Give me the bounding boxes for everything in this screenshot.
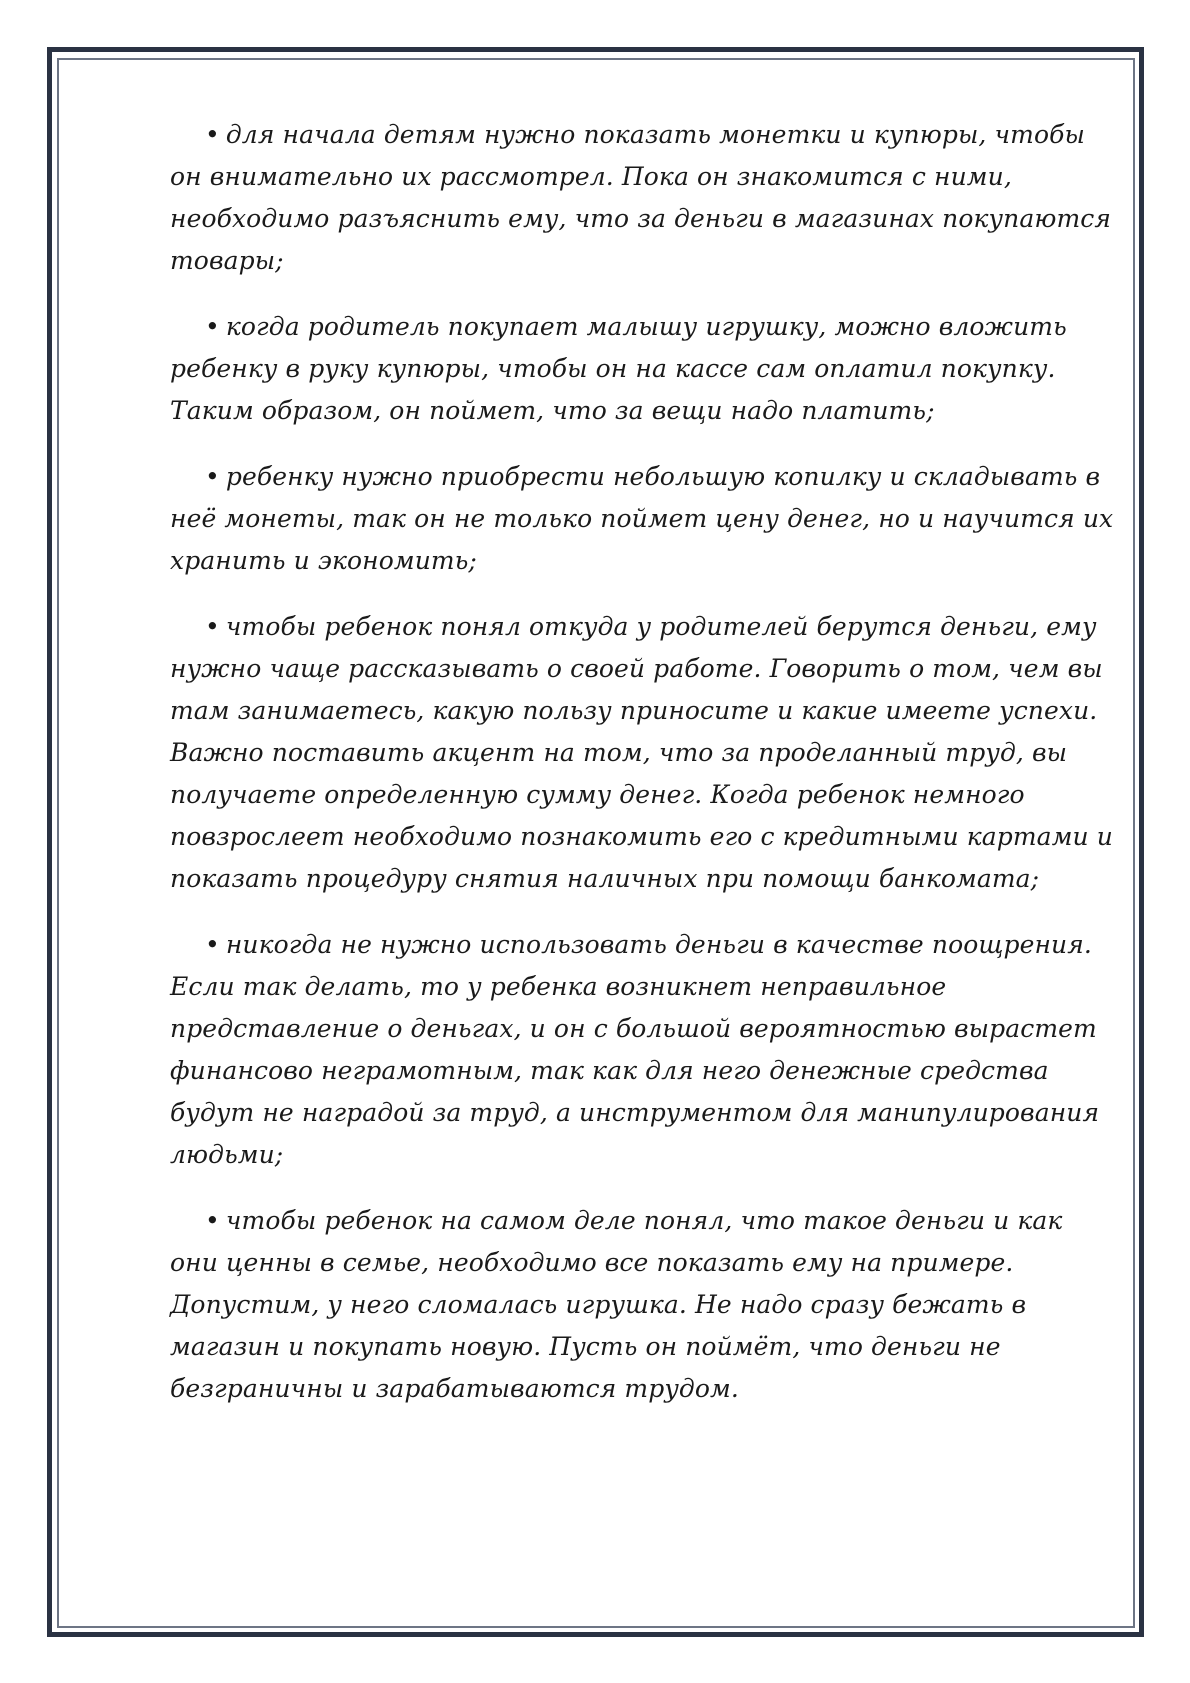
bullet-icon: • [205, 312, 220, 341]
list-item [170, 306, 1115, 432]
list-item-text: никогда не нужно использовать деньги в качестве поощрения. Если так делать, то у ребенка возникнет неправильное представление о деньгах, и он с большой вероятностью вырастет финансово неграмотным, так как для него денежные средства будут не наградой за труд, а инструментом для манипулирования людьми; [170, 930, 1100, 1169]
list-item [170, 1200, 1115, 1410]
list-item [170, 456, 1115, 582]
bullet-icon: • [205, 930, 220, 959]
document-body [170, 114, 1115, 1434]
bullet-icon: • [205, 462, 220, 491]
list-item-text: ребенку нужно приобрести небольшую копилку и складывать в неё монеты, так он не только поймет цену денег, но и научится их хранить и экономить; [170, 462, 1114, 575]
list-item [170, 606, 1115, 900]
bullet-icon: • [205, 1206, 220, 1235]
list-item-text: чтобы ребенок на самом деле понял, что такое деньги и как они ценны в семье, необходимо все показать ему на примере. Допустим, у него сломалась игрушка. Не надо сразу бежать в магазин и покупать новую. Пусть он поймёт, что деньги не безграничны и зарабатываются трудом. [170, 1206, 1063, 1403]
bullet-icon: • [205, 120, 220, 149]
list-item-text: когда родитель покупает малышу игрушку, можно вложить ребенку в руку купюры, чтобы он на кассе сам оплатил покупку. Таким образом, он поймет, что за вещи надо платить; [170, 312, 1067, 425]
bullet-icon: • [205, 612, 220, 641]
list-item [170, 114, 1115, 282]
list-item [170, 924, 1115, 1176]
list-item-text: для начала детям нужно показать монетки и купюры, чтобы он внимательно их рассмотрел. Пока он знакомится с ними, необходимо разъяснить ему, что за деньги в магазинах покупаются товары; [170, 120, 1112, 275]
list-item-text: чтобы ребенок понял откуда у родителей берутся деньги, ему нужно чаще рассказывать о своей работе. Говорить о том, чем вы там занимаетесь, какую пользу приносите и какие имеете успехи. Важно поставить акцент на том, что за проделанный труд, вы получаете определенную сумму денег. Когда ребенок немного повзрослеет необходимо познакомить его с кредитными картами и показать процедуру снятия наличных при помощи банкомата; [170, 612, 1113, 893]
